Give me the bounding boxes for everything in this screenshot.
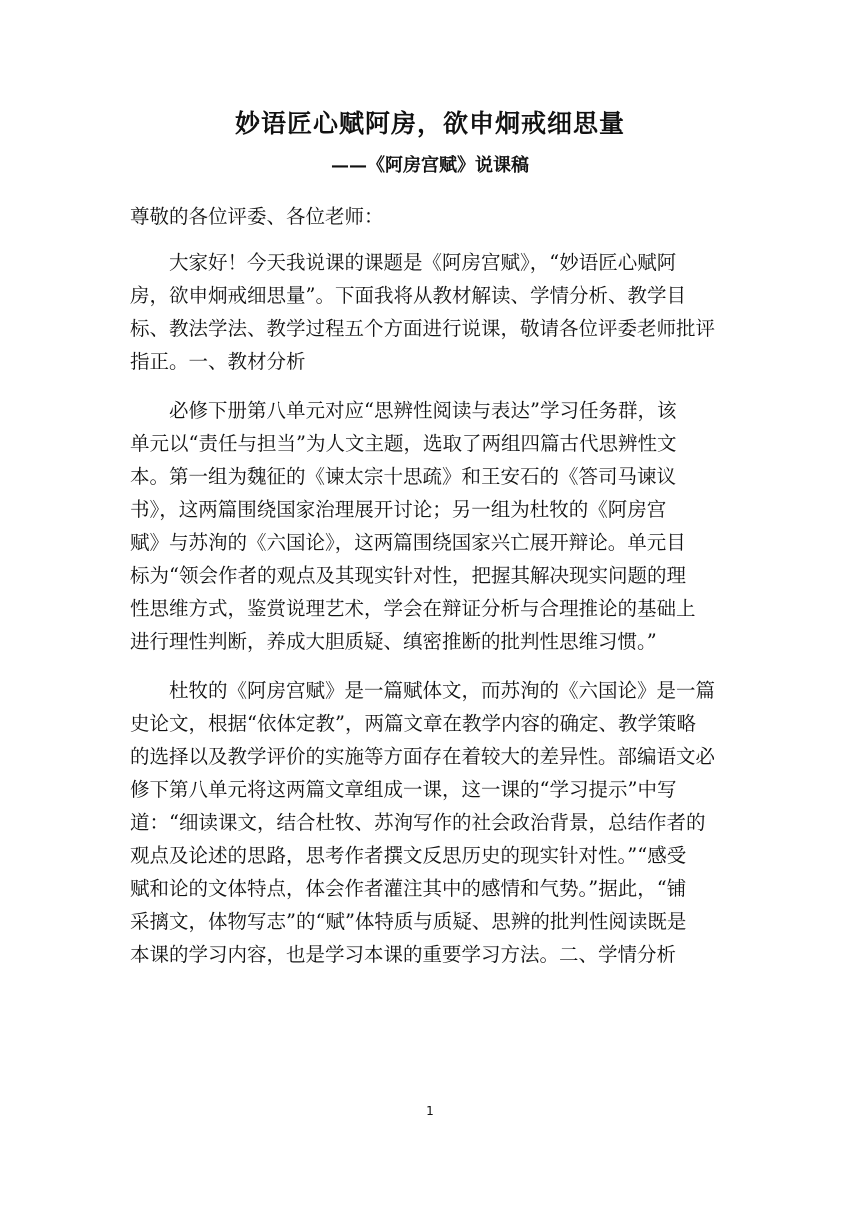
paragraph-line: 道：“细读课文，结合杜牧、苏洵写作的社会政治背景，总结作者的 <box>130 811 706 834</box>
paragraph-line: 标为“领会作者的观点及其现实针对性，把握其解决现实问题的理 <box>130 564 686 587</box>
paragraph-line: 书》，这两篇围绕国家治理展开讨论；另一组为杜牧的《阿房宫 <box>130 498 667 521</box>
paragraph <box>130 674 740 971</box>
paragraph-line: 必修下册第八单元对应“思辨性阅读与表达”学习任务群，该 <box>130 399 677 422</box>
paragraph <box>130 394 740 658</box>
paragraph-line: 修下第八单元将这两篇文章组成一课，这一课的“学习提示”中写 <box>130 778 677 801</box>
paragraph-list <box>130 246 740 971</box>
paragraph-line: 进行理性判断，养成大胆质疑、缜密推断的批判性思维习惯。” <box>130 630 657 653</box>
document-body <box>130 200 740 987</box>
paragraph-line: 本。第一组为魏征的《谏太宗十思疏》和王安石的《答司马谏议 <box>130 465 677 488</box>
paragraph-line: 杜牧的《阿房宫赋》是一篇赋体文，而苏洵的《六国论》是一篇 <box>130 679 716 702</box>
page-number: 1 <box>426 1104 434 1118</box>
paragraph-line: 史论文，根据“依体定教”，两篇文章在教学内容的确定、教学策略 <box>130 712 696 735</box>
document-subtitle: ——《阿房宫赋》说课稿 <box>331 155 529 176</box>
paragraph-line: 大家好！今天我说课的课题是《阿房宫赋》，“妙语匠心赋阿 <box>130 251 677 274</box>
greeting-line: 尊敬的各位评委、各位老师： <box>130 205 384 228</box>
document-title: 妙语匠心赋阿房，欲申炯戒细思量 <box>234 109 625 138</box>
paragraph-line: 赋》与苏洵的《六国论》，这两篇围绕国家兴亡展开辩论。单元目 <box>130 531 686 554</box>
paragraph-line: 赋和论的文体特点，体会作者灌注其中的感情和气势。”据此，“铺 <box>130 877 687 900</box>
paragraph-line: 房，欲申炯戒细思量”。下面我将从教材解读、学情分析、教学目 <box>130 284 686 307</box>
paragraph-line: 采摛文，体物写志”的“赋”体特质与质疑、思辨的批判性阅读既是 <box>130 910 687 933</box>
paragraph-line: 指正。一、教材分析 <box>130 350 306 373</box>
paragraph-line: 性思维方式，鉴赏说理艺术，学会在辩证分析与合理推论的基础上 <box>130 597 696 620</box>
paragraph-line: 本课的学习内容，也是学习本课的重要学习方法。二、学情分析 <box>130 943 677 966</box>
paragraph <box>130 246 740 378</box>
paragraph-line: 的选择以及教学评价的实施等方面存在着较大的差异性。部编语文必 <box>130 745 716 768</box>
paragraph-line: 观点及论述的思路，思考作者撰文反思历史的现实针对性。”“感受 <box>130 844 687 867</box>
paragraph-line: 单元以“责任与担当”为人文主题，选取了两组四篇古代思辨性文 <box>130 432 677 455</box>
paragraph-line: 标、教法学法、教学过程五个方面进行说课，敬请各位评委老师批评 <box>130 317 716 340</box>
